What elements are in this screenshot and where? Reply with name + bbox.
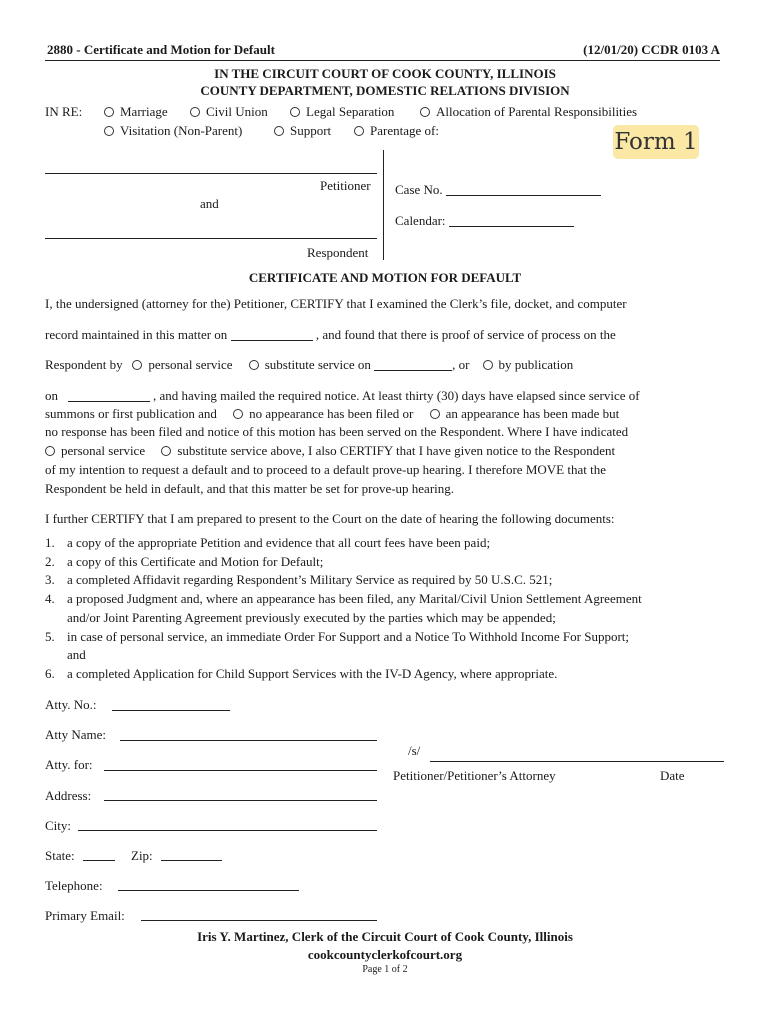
appearance-made-radio[interactable] <box>430 409 440 419</box>
case-number-row: Case No. <box>395 182 601 198</box>
signature-field[interactable] <box>430 761 724 762</box>
list-item: 3. a completed Affidavit regarding Respondent’s Military Service as required by 50 U.S.C. 521; <box>45 572 553 587</box>
atty-name-field[interactable] <box>120 740 377 741</box>
in-re-allocation[interactable]: Allocation of Parental Responsibilities <box>420 104 637 120</box>
city-label: City: <box>45 818 72 833</box>
support-radio[interactable] <box>274 126 284 136</box>
body-line-1: I, the undersigned (attorney for the) Petitioner, CERTIFY that I examined the Clerk’s file, docket, and computer <box>45 296 627 311</box>
marriage-radio[interactable] <box>104 107 114 117</box>
petitioner-name-field[interactable] <box>45 173 377 174</box>
notice-substitute-service-radio[interactable] <box>161 446 171 456</box>
in-re-parentage[interactable]: Parentage of: <box>354 123 439 139</box>
list-item-continued: and <box>67 647 86 662</box>
body-line-8: of my intention to request a default and to proceed to a default prove-up hearing. I therefore MOVE that the <box>45 462 606 477</box>
calendar-field[interactable] <box>449 215 574 227</box>
signature-date-label: Date <box>660 768 685 783</box>
list-item: 1. a copy of the appropriate Petition and evidence that all court fees have been paid; <box>45 535 491 550</box>
zip-label: Zip: <box>131 848 153 863</box>
list-item: 4. a proposed Judgment and, where an appearance has been filed, any Marital/Civil Union Settlement Agreement <box>45 591 642 606</box>
atty-no-field[interactable] <box>112 710 230 711</box>
address-field[interactable] <box>104 800 377 801</box>
respondent-name-field[interactable] <box>45 238 377 239</box>
court-division: COUNTY DEPARTMENT, DOMESTIC RELATIONS DIVISION <box>200 83 570 98</box>
form-code: (12/01/20) CCDR 0103 A <box>583 42 720 57</box>
clerk-name: Iris Y. Martinez, Clerk of the Circuit Court of Cook County, Illinois <box>197 929 573 944</box>
list-item-continued: and/or Joint Parenting Agreement previously executed by the parties which may be appended; <box>67 610 556 625</box>
allocation-radio[interactable] <box>420 107 430 117</box>
body-line-2: record maintained in this matter on , and found that there is proof of service of process on the <box>45 327 616 342</box>
zip-field[interactable] <box>161 860 222 861</box>
body-line-7: personal service substitute service above, I also CERTIFY that I have given notice to the Respondent <box>45 443 615 459</box>
telephone-label: Telephone: <box>45 878 103 893</box>
no-appearance-radio[interactable] <box>233 409 243 419</box>
calendar-row: Calendar: <box>395 213 574 229</box>
substitute-service-date-field[interactable] <box>374 359 452 371</box>
court-name: IN THE CIRCUIT COURT OF COOK COUNTY, ILLINOIS <box>214 66 556 81</box>
atty-no-label: Atty. No.: <box>45 697 97 712</box>
form-id: 2880 - Certificate and Motion for Default <box>47 42 275 57</box>
in-re-visitation[interactable]: Visitation (Non-Parent) <box>104 123 242 139</box>
publication-radio[interactable] <box>483 360 493 370</box>
body-line-6: no response has been filed and notice of this motion has been served on the Respondent. Where I have indicated <box>45 424 629 439</box>
parentage-radio[interactable] <box>354 126 364 136</box>
petitioner-label: Petitioner <box>320 178 371 193</box>
signature-role: Petitioner/Petitioner’s Attorney <box>393 768 556 783</box>
in-re-legal-separation[interactable]: Legal Separation <box>290 104 394 120</box>
list-item: 6. a completed Application for Child Support Services with the IV-D Agency, where appropriate. <box>45 666 558 681</box>
city-field[interactable] <box>78 830 377 831</box>
further-certify: I further CERTIFY that I am prepared to present to the Court on the date of hearing the following documents: <box>45 511 615 526</box>
substitute-service-radio[interactable] <box>249 360 259 370</box>
publication-date-field[interactable] <box>68 390 150 402</box>
list-item: 2. a copy of this Certificate and Motion for Default; <box>45 554 324 569</box>
personal-service-radio[interactable] <box>132 360 142 370</box>
record-date-field[interactable] <box>231 329 313 341</box>
page-number: Page 1 of 2 <box>362 964 408 975</box>
visitation-radio[interactable] <box>104 126 114 136</box>
body-line-3: Respondent by personal service substitute service on , or by publication <box>45 357 574 372</box>
in-re-support[interactable]: Support <box>274 123 331 139</box>
document-title: CERTIFICATE AND MOTION FOR DEFAULT <box>248 270 522 285</box>
address-label: Address: <box>45 788 92 803</box>
email-field[interactable] <box>141 920 377 921</box>
signature-prefix: /s/ <box>408 743 421 758</box>
atty-for-field[interactable] <box>104 770 377 771</box>
body-line-5: summons or first publication and no appearance has been filed or an appearance has been made but <box>45 406 620 421</box>
respondent-label: Respondent <box>307 245 369 260</box>
and-label: and <box>200 196 219 211</box>
email-label: Primary Email: <box>45 908 125 923</box>
in-re-marriage[interactable]: Marriage <box>104 104 168 120</box>
atty-for-label: Atty. for: <box>45 757 93 772</box>
body-line-9: Respondent be held in default, and that this matter be set for prove-up hearing. <box>45 481 455 496</box>
state-label: State: <box>45 848 75 863</box>
in-re-civil-union[interactable]: Civil Union <box>190 104 268 120</box>
in-re-label: IN RE: <box>45 104 83 119</box>
body-line-4: on , and having mailed the required notice. At least thirty (30) days have elapsed since service of <box>45 388 640 403</box>
list-item: 5. in case of personal service, an immediate Order For Support and a Notice To Withhold Income For Support; <box>45 629 630 644</box>
state-field[interactable] <box>83 860 115 861</box>
clerk-website[interactable]: cookcountyclerkofcourt.org <box>307 947 463 962</box>
case-number-field[interactable] <box>446 184 601 196</box>
telephone-field[interactable] <box>118 890 299 891</box>
form-badge: Form 1 <box>613 125 699 159</box>
civil-union-radio[interactable] <box>190 107 200 117</box>
notice-personal-service-radio[interactable] <box>45 446 55 456</box>
caption-divider <box>383 150 384 260</box>
header-rule <box>45 60 720 61</box>
atty-name-label: Atty Name: <box>45 727 107 742</box>
legal-separation-radio[interactable] <box>290 107 300 117</box>
